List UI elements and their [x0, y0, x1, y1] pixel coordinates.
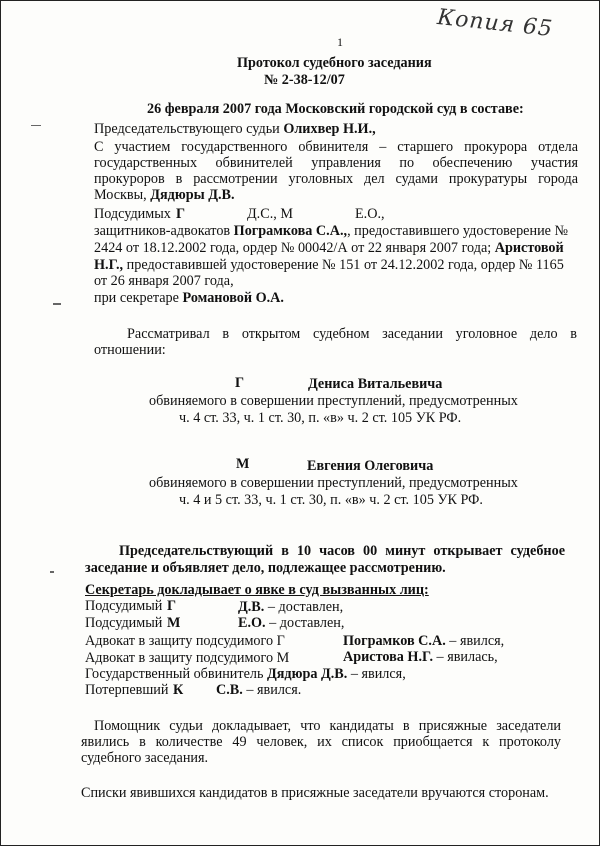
page-number: 1: [337, 35, 343, 49]
attendance-label-1: Подсудимый: [85, 598, 163, 614]
attendance-label-4: Адвокат в защиту подсудимого М: [85, 650, 290, 666]
secretary-report-heading: Секретарь докладывает о явке в суд вызванных лиц:: [85, 582, 429, 598]
assistant-line-2: явились в количестве 49 человек, их список приобщается к протоколу: [81, 734, 561, 750]
opening-line-1: Председательствующий в 10 часов 00 минут открывает судебное: [119, 543, 565, 559]
attendance-row-4: Аристова Н.Г. – явилась,: [343, 649, 498, 665]
attendance-initial-2: М: [167, 615, 181, 631]
accused1-name: Дениса Витальевича: [308, 376, 443, 392]
secretary-line: при секретаре Романовой О.А.: [94, 290, 284, 306]
attendance-row-3: Пограмков С.А. – явился,: [343, 633, 505, 649]
prosecutor-line-3: прокуроров в рассмотрении уголовных дел судами прокуратуры города: [94, 171, 578, 187]
scan-mark: [31, 125, 41, 126]
prosecutor-line-4: Москвы, Дядюры Д.В.: [94, 187, 235, 203]
attendance-initial-6: К: [173, 682, 184, 698]
prosecutor-line-2: государственных обвинителей управления по обеспечению участия: [94, 155, 578, 171]
defenders-line-1: защитников-адвокатов Пограмкова С.А.,, предоставившего удостоверение №: [94, 223, 569, 239]
attendance-row-2: Е.О. – доставлен,: [238, 615, 345, 631]
lists-line: Списки явившихся кандидатов в присяжные заседатели вручаются сторонам.: [81, 785, 549, 801]
defendant1-initial: Г: [176, 206, 186, 222]
attendance-row-1: Д.В. – доставлен,: [238, 599, 344, 615]
considered-line-1: Рассматривал в открытом судебном заседании уголовное дело в: [127, 326, 577, 342]
case-number: № 2-38-12/07: [264, 72, 345, 88]
assistant-line-1: Помощник судьи докладывает, что кандидаты в присяжные заседатели: [94, 718, 561, 734]
accused1-articles: ч. 4 ст. 33, ч. 1 ст. 30, п. «в» ч. 2 ст. 105 УК РФ.: [179, 410, 462, 426]
attendance-label-2: Подсудимый: [85, 615, 163, 631]
attendance-label-3: Адвокат в защиту подсудимого Г: [85, 633, 285, 649]
scan-mark: [53, 303, 61, 305]
prosecutor-line-1: С участием государственного обвинителя – старшего прокурора отдела: [94, 139, 578, 155]
attendance-initial-1: Г: [167, 598, 177, 614]
defendant2-rest: Е.О.,: [355, 206, 385, 222]
attendance-row-5: Государственный обвинитель Дядюра Д.В. – явился,: [85, 666, 406, 682]
accused1-initial: Г: [235, 375, 245, 391]
defenders-line-3: Н.Г., предоставившей удостоверение № 151 от 24.12.2002 года, ордер № 1165: [94, 257, 564, 273]
date-court-line: 26 февраля 2007 года Московский городской суд в составе:: [147, 101, 524, 117]
accused2-articles: ч. 4 и 5 ст. 33, ч. 1 ст. 30, п. «в» ч. 2 ст. 105 УК РФ.: [179, 492, 483, 508]
defendant1-rest: Д.С., М: [247, 206, 293, 222]
considered-line-2: отношении:: [94, 342, 166, 358]
accused1-charge-line: обвиняемого в совершении преступлений, предусмотренных: [149, 393, 518, 409]
defenders-line-4: от 26 января 2007 года,: [94, 273, 234, 289]
opening-line-2: заседание и объявляет дело, подлежащее рассмотрению.: [85, 560, 446, 576]
protocol-title: Протокол судебного заседания: [237, 55, 432, 71]
presiding-line: Председательствующего судьи Олихвер Н.И.,: [94, 121, 376, 137]
accused2-initial: М: [236, 456, 250, 472]
defenders-line-2: 2424 от 18.12.2002 года, ордер № 00042/А от 22 января 2007 года; Аристовой: [94, 240, 564, 256]
attendance-row-6: С.В. – явился.: [216, 682, 302, 698]
accused2-charge-line: обвиняемого в совершении преступлений, предусмотренных: [149, 475, 518, 491]
defendants-label: Подсудимых: [94, 206, 171, 222]
attendance-label-6: Потерпевший: [85, 682, 169, 698]
assistant-line-3: судебного заседания.: [81, 750, 209, 766]
scan-mark: [50, 571, 54, 573]
handwritten-note: Копия 65: [436, 4, 555, 43]
accused2-name: Евгения Олеговича: [307, 458, 434, 474]
